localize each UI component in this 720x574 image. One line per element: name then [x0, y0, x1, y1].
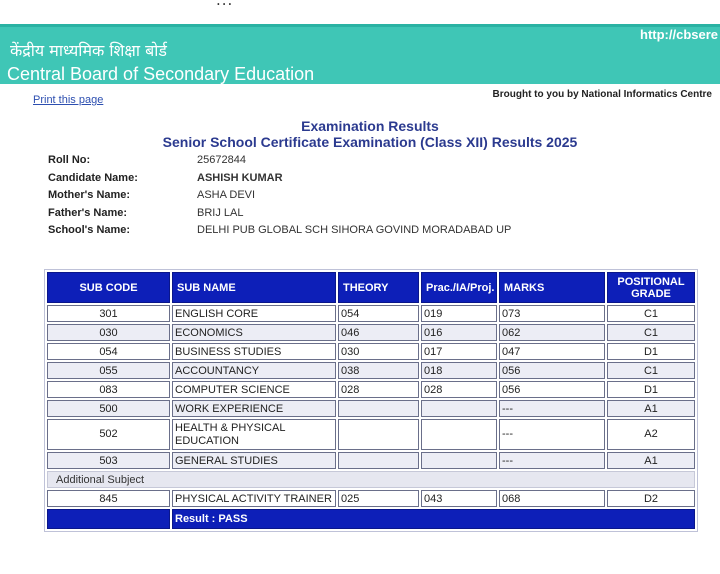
print-page-link[interactable]: Print this page [33, 94, 104, 106]
cell-prac: 043 [421, 490, 497, 507]
cell-name: ENGLISH CORE [172, 305, 336, 322]
cell-prac: 016 [421, 324, 497, 341]
top-strip-text: ... [216, 0, 234, 9]
cell-marks: 062 [499, 324, 605, 341]
cell-name: ECONOMICS [172, 324, 336, 341]
header-sub-name: SUB NAME [172, 272, 336, 303]
additional-subject-row [47, 471, 695, 488]
cell-code: 030 [47, 324, 170, 341]
table-row [47, 362, 695, 379]
cell-grade: D2 [607, 490, 695, 507]
cell-theory [338, 400, 419, 417]
cell-marks: 073 [499, 305, 605, 322]
cell-theory: 025 [338, 490, 419, 507]
cell-theory: 028 [338, 381, 419, 398]
result-spacer [47, 509, 170, 529]
cell-code: 500 [47, 400, 170, 417]
cell-prac: 019 [421, 305, 497, 322]
table-row [47, 452, 695, 469]
additional-subject-label: Additional Subject [47, 471, 695, 488]
result-row [47, 509, 695, 529]
exam-subtitle: Senior School Certificate Examination (Class XII) Results 2025 [162, 134, 578, 150]
site-url: http://cbsere [640, 27, 719, 42]
cell-grade: D1 [607, 343, 695, 360]
header-grade: POSITIONAL GRADE [607, 272, 695, 303]
cell-marks: 068 [499, 490, 605, 507]
table-row [47, 381, 695, 398]
info-label: School's Name: [48, 224, 131, 236]
cell-code: 083 [47, 381, 170, 398]
cell-name: COMPUTER SCIENCE [172, 381, 336, 398]
cell-name: ACCOUNTANCY [172, 362, 336, 379]
header-sub-code: SUB CODE [47, 272, 170, 303]
cell-grade: C1 [607, 324, 695, 341]
info-label: Father's Name: [48, 206, 128, 219]
cell-theory: 038 [338, 362, 419, 379]
cell-code: 301 [47, 305, 170, 322]
hindi-title: केंद्रीय माध्यमिक शिक्षा बोर्ड [10, 41, 167, 60]
table-row [47, 490, 695, 507]
cell-grade: A2 [607, 419, 695, 450]
table-row [47, 305, 695, 322]
header-prac: Prac./IA/Proj. [421, 272, 497, 303]
cell-code: 054 [47, 343, 170, 360]
cell-code: 503 [47, 452, 170, 469]
result-status: Result : PASS [172, 509, 695, 529]
cell-code: 055 [47, 362, 170, 379]
info-value: DELHI PUB GLOBAL SCH SIHORA GOVIND MORADABAD UP [197, 224, 512, 236]
info-label: Roll No: [48, 154, 91, 166]
cell-theory: 046 [338, 324, 419, 341]
table-row [47, 343, 695, 360]
info-value: ASHISH KUMAR [197, 171, 283, 184]
brought-by-text: Brought to you by National Informatics Centre [492, 89, 712, 100]
cell-grade: C1 [607, 362, 695, 379]
results-table [44, 269, 698, 532]
cell-grade: C1 [607, 305, 695, 322]
cell-theory: 030 [338, 343, 419, 360]
cell-prac [421, 419, 497, 450]
cell-name: HEALTH & PHYSICAL EDUCATION [172, 419, 336, 450]
results-table-container [44, 269, 694, 535]
cell-marks: --- [499, 419, 605, 450]
english-title: Central Board of Secondary Education [7, 64, 315, 84]
cell-marks: 056 [499, 362, 605, 379]
cell-marks: --- [499, 400, 605, 417]
header-marks: MARKS [499, 272, 605, 303]
top-strip [0, 0, 720, 24]
cell-prac [421, 400, 497, 417]
table-row [47, 324, 695, 341]
info-label: Mother's Name: [48, 189, 131, 201]
cell-prac: 018 [421, 362, 497, 379]
table-header-row [47, 272, 695, 303]
exam-title: Examination Results [301, 118, 439, 134]
cell-code: 502 [47, 419, 170, 450]
info-value: BRIJ LAL [197, 206, 244, 219]
cell-theory: 054 [338, 305, 419, 322]
cell-name: BUSINESS STUDIES [172, 343, 336, 360]
cell-code: 845 [47, 490, 170, 507]
header-theory: THEORY [338, 272, 419, 303]
cell-prac [421, 452, 497, 469]
cell-grade: A1 [607, 400, 695, 417]
cell-theory [338, 452, 419, 469]
cbse-banner [0, 24, 720, 84]
cell-name: GENERAL STUDIES [172, 452, 336, 469]
table-row [47, 400, 695, 417]
cell-grade: A1 [607, 452, 695, 469]
cell-theory [338, 419, 419, 450]
cell-name: PHYSICAL ACTIVITY TRAINER [172, 490, 336, 507]
table-row [47, 419, 695, 450]
info-label: Candidate Name: [48, 171, 138, 184]
cell-marks: 056 [499, 381, 605, 398]
cell-grade: D1 [607, 381, 695, 398]
cell-prac: 017 [421, 343, 497, 360]
cell-marks: --- [499, 452, 605, 469]
info-value: ASHA DEVI [197, 189, 256, 201]
info-value: 25672844 [197, 154, 246, 166]
cell-prac: 028 [421, 381, 497, 398]
cell-marks: 047 [499, 343, 605, 360]
cell-name: WORK EXPERIENCE [172, 400, 336, 417]
